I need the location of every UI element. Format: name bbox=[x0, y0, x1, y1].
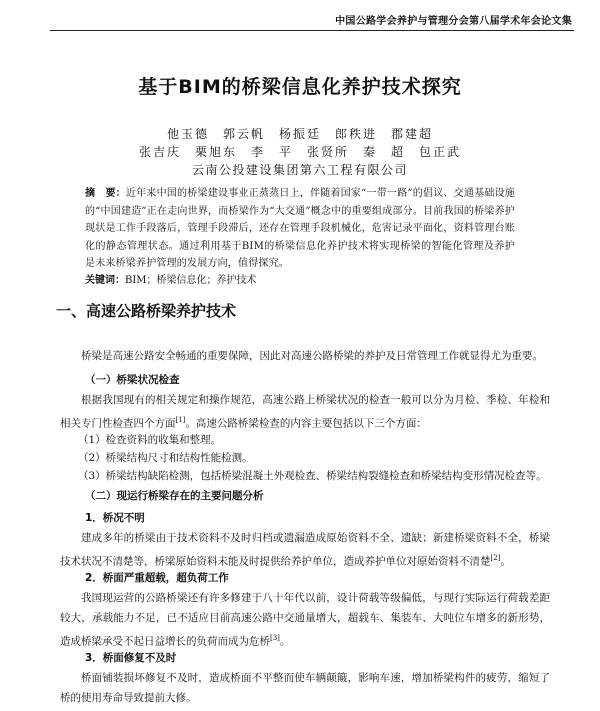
citation-1: [1] bbox=[175, 416, 186, 424]
problem-1-text-a: 建成多年的桥梁由于技术资料不及时归档或遗漏造成原始资料不全、遗缺；新建桥梁资料不全，桥梁技术状况不清楚等，桥梁原始资料未能及时提供给养护单位，造成养护单位对原始资料不清楚 bbox=[60, 532, 550, 568]
keywords-text: BIM；桥梁信息化；养护技术 bbox=[125, 275, 257, 286]
header-rule bbox=[50, 30, 574, 31]
authors-line-1: 他玉德 郭云帆 杨振廷 郎秩进 郡建超 bbox=[166, 127, 433, 141]
problem-paragraph-2 bbox=[60, 588, 550, 652]
keywords bbox=[85, 271, 515, 286]
problem-heading-3: 3．桥面修复不及时 bbox=[85, 652, 177, 664]
section-intro: 桥梁是高速公路安全畅通的重要保障，因此对高速公路桥梁的养护及日常管理工作就显得尤为重要。 bbox=[81, 350, 543, 362]
subsection-heading-2: （二）现运行桥梁存在的主要问题分析 bbox=[85, 490, 264, 502]
problem-2-text-a: 我国现运营的公路桥梁还有许多修建于八十年代以前，设计荷载等级偏低，与现行实际运行荷载差距较大，承载能力不足，已不适应目前高速公路中交通量增大，超载车、集装车、大吨位车增多的新形势，造成桥梁承受不起日益增长的负荷而成为危桥 bbox=[60, 592, 550, 648]
authors-line-2: 张吉庆 栗旭东 李 平 张贤所 秦 超 包正武 bbox=[138, 145, 461, 159]
list-item: （2）桥梁结构尺寸和结构性能检测。 bbox=[78, 452, 253, 464]
abstract-text: 近年来中国的桥梁建设事业正蒸蒸日上，伴随着国家“一带一路”的倡议、交通基础设施的“中国建造”正在走向世界，而桥梁作为“大交通”概念中的重要组成部分。目前我国的桥梁养护现状是工作手段落后，管理手段滞后，还存在管理手段机械化，危害记录平面化，资料管理台账化的静态管理状态。通过利用基于BIM的桥梁信息化养护技术将实现桥梁的智能化管理及养护是未来桥梁养护管理的发展方向，值得探究。 bbox=[85, 188, 515, 269]
problem-heading-1: 1．桥况不明 bbox=[85, 512, 145, 524]
inspection-text-b: 。高速公路桥梁检查的内容主要包括以下三个方面： bbox=[185, 417, 427, 430]
problem-heading-2: 2．桥面严重超载，超负荷工作 bbox=[85, 572, 229, 584]
list-item: （1）检查资料的收集和整理。 bbox=[78, 434, 222, 446]
problem-paragraph-1 bbox=[60, 528, 550, 572]
running-header: 中国公路学会养护与管理分会第八届学术年会论文集 bbox=[335, 16, 572, 27]
abstract bbox=[85, 185, 515, 273]
paper-title: 基于BIM的桥梁信息化养护技术探究 bbox=[138, 76, 462, 98]
inspection-paragraph bbox=[60, 390, 550, 434]
affiliation: 云南公投建设集团第六工程有限公司 bbox=[191, 163, 408, 177]
subsection-heading-1: （一）桥梁状况检查 bbox=[85, 374, 180, 386]
inspection-text-a: 根据我国现有的相关规定和操作规范，高速公路上桥梁状况的检查一般可以分为月检、季检、年检和相关专门性检查四个方面 bbox=[60, 394, 550, 430]
problem-2-text-b: 。 bbox=[279, 635, 291, 648]
problem-1-text-b: 。 bbox=[500, 555, 511, 568]
citation-3: [3] bbox=[270, 634, 280, 642]
section-heading: 一、高速公路桥梁养护技术 bbox=[56, 302, 237, 320]
problem-paragraph-3: 桥面铺装损坏修复不及时，造成桥面不平整而使车辆颠簸，影响车速，增加桥梁构件的疲劳，缩短了桥的使用寿命导致提前大修。 bbox=[60, 672, 550, 704]
citation-2: [2] bbox=[490, 554, 501, 562]
list-item: （3）桥梁结构缺陷检测，包括桥梁混凝土外观检查、桥梁结构裂缝检查和桥梁结构变形情况检查等。 bbox=[78, 470, 547, 482]
abstract-label: 摘 要： bbox=[85, 188, 126, 199]
keywords-label: 关键词： bbox=[85, 275, 125, 286]
